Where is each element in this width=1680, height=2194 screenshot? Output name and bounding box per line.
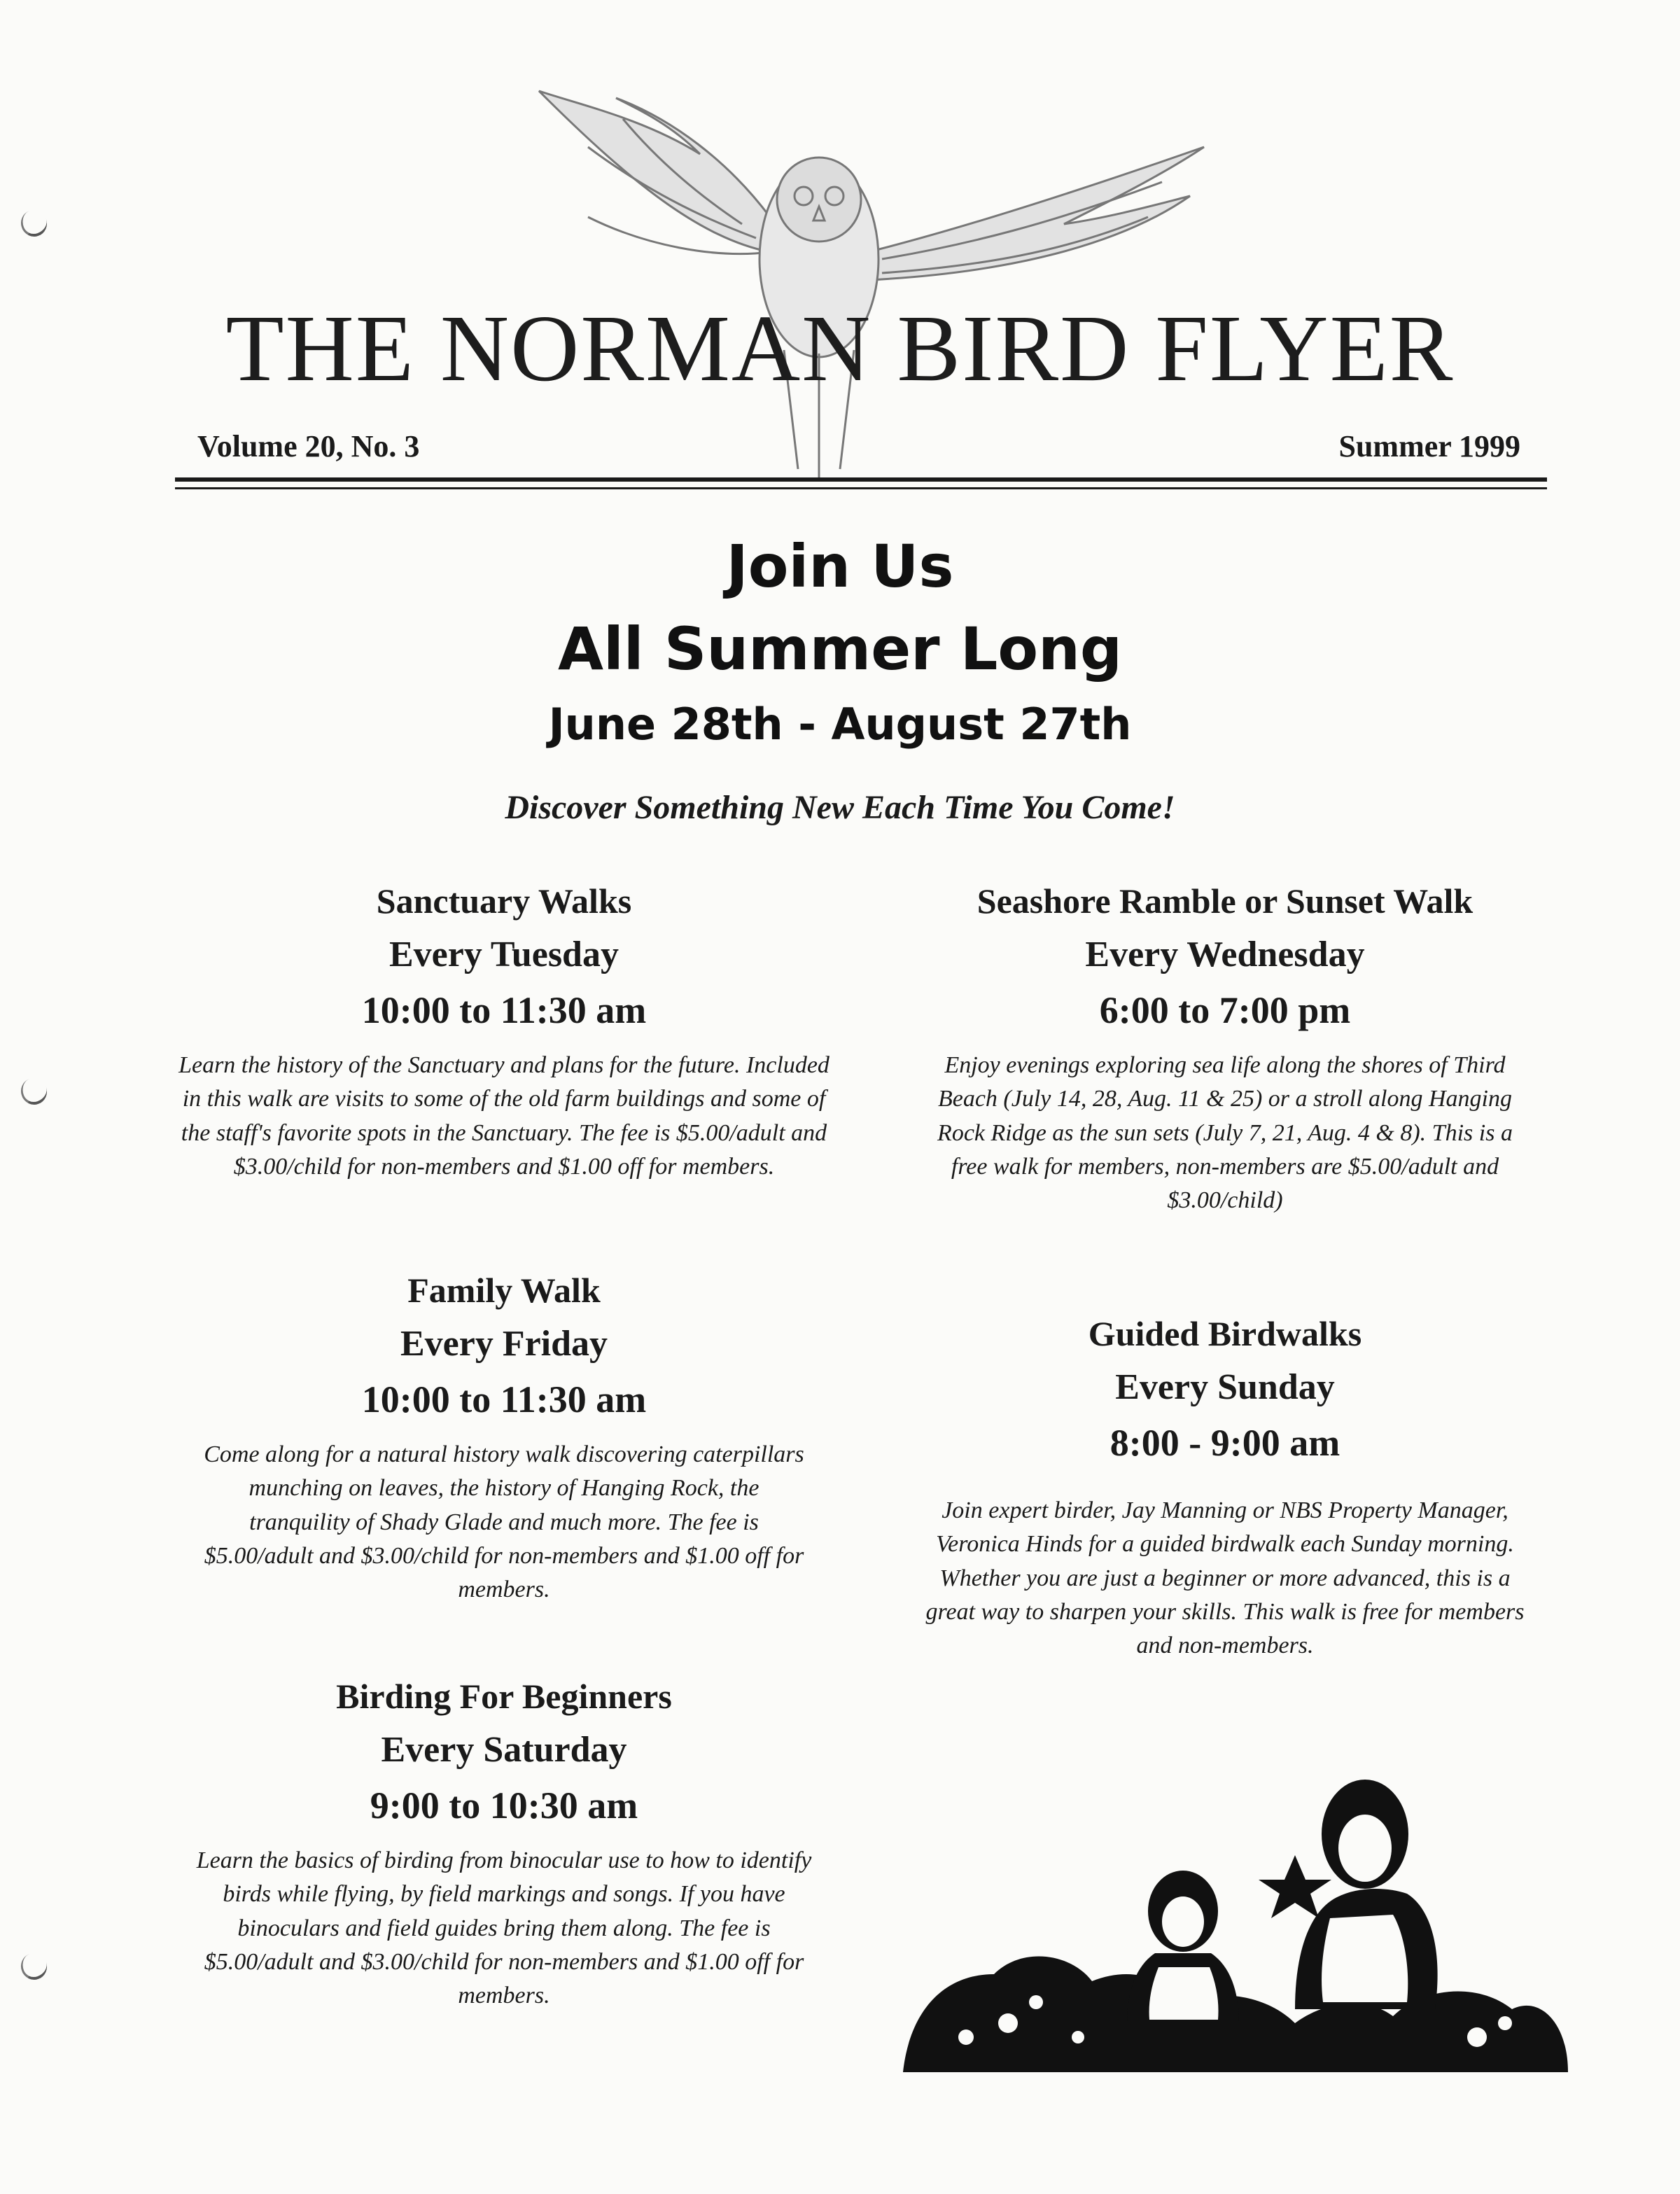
children-at-shore-illustration	[903, 1743, 1568, 2072]
volume-number: Volume 20, No. 3	[197, 429, 420, 463]
event-description: Come along for a natural history walk discovering caterpillars munching on leaves, the history of Hanging Rock, the tranquility of Shady Glade and much more. The fee is $5.00/adult and $3.00/child for non-members and $1.00 off for members.	[204, 1441, 804, 1603]
headline-join-us: Join Us	[726, 532, 954, 601]
event-day: Every Tuesday	[389, 935, 619, 974]
event-description: Learn the history of the Sanctuary and plans for the future. Included in this walk are visits to some of the old farm buildings and some of the staff's favorite spots in the Sanctuary. The fee is $5.00/adult and $3.00/child for non-members and $1.00 off for members.	[178, 1052, 830, 1180]
event-time: 8:00 - 9:00 am	[1110, 1422, 1340, 1464]
event-family-walk	[168, 1273, 840, 1607]
headline-dates: June 28th - August 27th	[548, 699, 1132, 750]
binder-hole	[18, 207, 51, 240]
event-title: Birding For Beginners	[336, 1677, 672, 1716]
tagline: Discover Something New Each Time You Come!	[505, 789, 1175, 826]
event-seashore-ramble	[889, 883, 1561, 1217]
issue-season: Summer 1999	[1338, 429, 1520, 463]
masthead-title: THE NORMAN BIRD FLYER	[225, 296, 1455, 401]
event-day: Every Sunday	[1115, 1367, 1335, 1407]
event-day: Every Saturday	[381, 1730, 627, 1770]
event-time: 6:00 to 7:00 pm	[1099, 989, 1351, 1031]
event-title: Guided Birdwalks	[1088, 1314, 1362, 1353]
event-sanctuary-walks	[168, 883, 840, 1184]
event-day: Every Friday	[400, 1324, 608, 1364]
event-birding-for-beginners	[168, 1679, 840, 2013]
divider	[175, 487, 1547, 489]
event-time: 10:00 to 11:30 am	[361, 1378, 647, 1420]
headline-summer: All Summer Long	[558, 615, 1122, 683]
event-title: Sanctuary Walks	[376, 881, 632, 921]
event-title: Family Walk	[407, 1271, 601, 1310]
event-time: 10:00 to 11:30 am	[361, 989, 647, 1031]
binder-hole	[18, 1950, 51, 1983]
divider	[175, 477, 1547, 482]
event-title: Seashore Ramble or Sunset Walk	[976, 881, 1474, 921]
event-day: Every Wednesday	[1085, 935, 1365, 974]
event-time: 9:00 to 10:30 am	[370, 1784, 638, 1826]
event-description: Learn the basics of birding from binocular use to how to identify birds while flying, by field markings and songs. If you have binoculars and field guides bring them along. The fee is $5.00/adult and $3.00/child for non-members and $1.00 off for members.	[196, 1847, 812, 2009]
owl-illustration	[378, 77, 1246, 483]
binder-hole	[18, 1075, 51, 1108]
event-description: Join expert birder, Jay Manning or NBS Property Manager, Veronica Hinds for a guided birdwalk each Sunday morning. Whether you are just a beginner or more advanced, this is a great way to sharpen your skills. This walk is free for members and non-members.	[925, 1497, 1525, 1659]
event-description: Enjoy evenings exploring sea life along the shores of Third Beach (July 14, 28, Aug. 11 & 25) or a stroll along Hanging Rock Ridge as the sun sets (July 7, 21, Aug. 4 & 8). This is a free walk for members, non-members are $5.00/adult and $3.00/child)	[937, 1052, 1513, 1214]
event-guided-birdwalks	[889, 1316, 1561, 1663]
